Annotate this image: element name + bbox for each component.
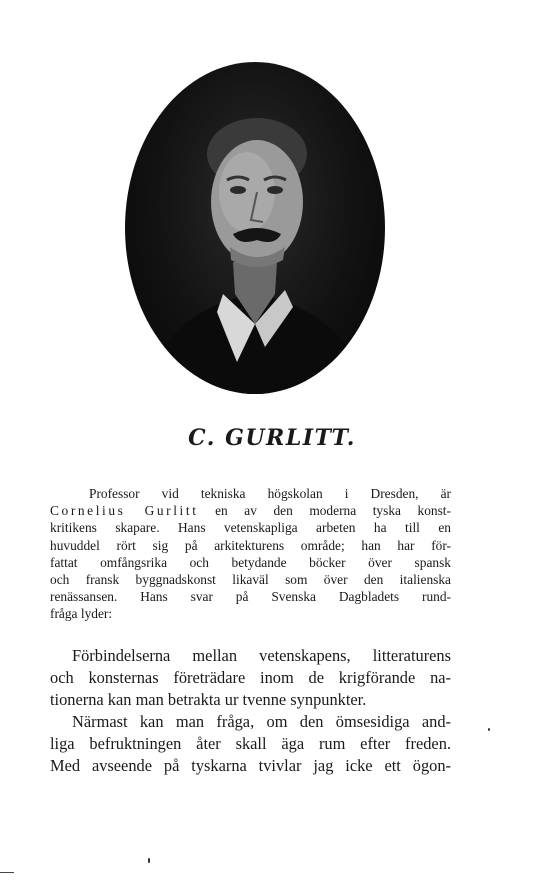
page-title: C. GURLITT.	[188, 425, 356, 451]
body-line: Med avseende på tyskarna tvivlar jag icke ett ögon-	[50, 756, 451, 775]
body-line: Närmast kan man fråga, om den ömsesidiga and-	[72, 712, 451, 731]
portrait-photo	[125, 62, 385, 394]
intro-line: renässansen. Hans svar på Svenska Dagbladets rund-	[50, 589, 451, 605]
intro-line: fråga lyder:	[50, 606, 113, 622]
print-speck	[148, 858, 150, 863]
body-line: Förbindelserna mellan vetenskapens, litteraturens	[72, 646, 451, 665]
body-line: tionerna kan man betrakta ur tvenne synpunkter.	[50, 690, 367, 709]
intro-line: och fransk byggnadskonst likaväl som över den italienska	[50, 572, 451, 588]
intro-paragraph	[50, 485, 451, 623]
intro-line: Professor vid tekniska högskolan i Dresden, är	[89, 486, 451, 501]
intro-line: fattat omfångsrika och betydande böcker över spansk	[50, 554, 451, 570]
body-text	[50, 645, 451, 777]
body-paragraph	[50, 711, 451, 777]
body-paragraph	[50, 645, 451, 711]
body-line: liga befruktningen åter skall äga rum efter freden.	[50, 734, 451, 753]
intro-line: huvuddel rört sig på arkitekturens område; han har för-	[50, 537, 451, 553]
author-name-spaced: Cornelius Gurlitt	[50, 503, 199, 519]
page-edge-mark	[0, 872, 14, 873]
intro-line	[50, 502, 451, 519]
intro-line: kritikens skapare. Hans vetenskapliga arbeten ha till en	[50, 520, 451, 536]
intro-line-rest: en av den moderna tyska konst-	[215, 503, 451, 519]
portrait-figure	[125, 62, 385, 394]
body-line: och konsternas företrädare inom de krigförande na-	[50, 668, 451, 687]
print-speck	[488, 728, 490, 731]
